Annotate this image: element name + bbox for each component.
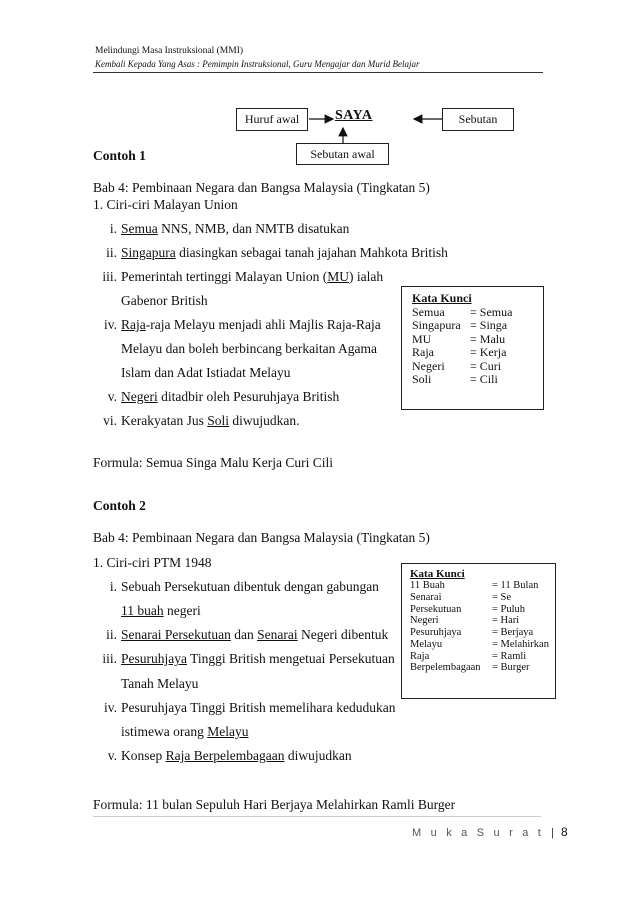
contoh1-item-2 — [93, 245, 448, 261]
contoh1-item-4 — [93, 317, 381, 333]
item-text: Tinggi British mengetuai Persekutuan — [186, 651, 395, 666]
kata-kunci-key: Soli — [412, 372, 432, 387]
kata-kunci-row — [412, 306, 543, 319]
item-text: ) ialah — [348, 269, 384, 284]
keyword: Melayu — [207, 724, 249, 739]
header-title: Melindungi Masa Instruksional (MMI) — [95, 46, 244, 56]
item-text: ditadbir oleh Pesuruhjaya British — [157, 389, 340, 404]
kata-kunci-value: = Burger — [492, 662, 530, 674]
kata-kunci-row — [412, 319, 543, 332]
contoh2-formula: Formula: 11 bulan Sepuluh Hari Berjaya Melahirkan Ramli Burger — [93, 797, 456, 812]
item-text: diasingkan sebagai tanah jajahan Mahkota British — [175, 245, 448, 260]
footer-divider — [93, 816, 541, 817]
contoh1-item-6 — [93, 413, 300, 429]
kata-kunci-value: = Melahirkan — [492, 638, 549, 650]
kata-kunci-row — [412, 360, 543, 373]
contoh1-kata-kunci-box — [401, 286, 544, 410]
contoh2-topic: 1. Ciri-ciri PTM 1948 — [93, 555, 212, 570]
kata-kunci-key: Pesuruhjaya — [410, 627, 462, 638]
kata-kunci-value: = Kerja — [470, 345, 507, 360]
kata-kunci-row — [410, 662, 555, 674]
diagram-huruf-awal-label: Huruf awal — [244, 112, 300, 126]
item-number: i. — [109, 579, 117, 594]
contoh2-heading: Contoh 2 — [93, 498, 146, 513]
item-text: Pemerintah tertinggi Malayan Union ( — [121, 269, 328, 284]
contoh2-item-1-cont — [121, 603, 201, 619]
kata-kunci-value: = Puluh — [492, 603, 526, 615]
kata-kunci-key: Senarai — [410, 591, 442, 603]
kata-kunci-value: = Berjaya — [492, 627, 534, 638]
contoh1-bab: Bab 4: Pembinaan Negara dan Bangsa Malaysia (Tingkatan 5) — [93, 180, 430, 195]
item-text: NNS, NMB, dan NMTB disatukan — [157, 221, 350, 236]
contoh1-topic: 1. Ciri-ciri Malayan Union — [93, 197, 238, 212]
kata-kunci-row — [412, 373, 543, 386]
kata-kunci-key: Singapura — [412, 318, 461, 333]
item-number: v. — [107, 389, 117, 404]
kata-kunci-key: Raja — [410, 650, 430, 662]
kata-kunci-value: = Ramli — [492, 650, 527, 662]
item-number: iii. — [102, 651, 117, 666]
kata-kunci-row — [410, 580, 555, 592]
kata-kunci-value: = 11 Bulan — [492, 580, 539, 591]
kata-kunci-key: Negeri — [410, 615, 439, 627]
keyword: Senarai — [257, 627, 298, 642]
keyword: Singapura — [121, 245, 176, 260]
kata-kunci-value: = Singa — [470, 318, 508, 333]
item-text: diwujudkan — [284, 748, 352, 763]
keyword: Negeri — [121, 389, 158, 404]
contoh1-item-3-cont: Gabenor British — [121, 293, 208, 308]
contoh1-item-1 — [93, 221, 349, 237]
kata-kunci-row — [412, 333, 543, 346]
keyword: MU — [327, 269, 349, 284]
kata-kunci-value: = Se — [492, 591, 512, 603]
diagram-sebutan-label: Sebutan — [458, 112, 498, 126]
contoh2-bab: Bab 4: Pembinaan Negara dan Bangsa Malaysia (Tingkatan 5) — [93, 530, 430, 545]
kata-kunci-title: Kata Kunci — [410, 568, 465, 580]
keyword: 11 buah — [121, 603, 164, 618]
kata-kunci-key: Semua — [412, 305, 445, 319]
page-label: M u k a S u r a t — [412, 827, 545, 839]
item-number: ii. — [106, 627, 117, 642]
contoh2-item-5 — [93, 748, 352, 764]
item-number: vi. — [103, 413, 117, 428]
contoh2-kata-kunci-box — [401, 563, 556, 699]
contoh2-item-3-cont: Tanah Melayu — [121, 676, 199, 691]
keyword: Pesuruhjaya — [121, 651, 187, 666]
header-subtitle: Kembali Kepada Yang Asas : Pemimpin Instruksional, Guru Mengajar dan Murid Belajar — [95, 59, 420, 69]
contoh2-item-1 — [93, 579, 379, 595]
item-text: diwujudkan. — [229, 413, 300, 428]
kata-kunci-value: = Malu — [470, 331, 506, 346]
diagram-huruf-awal-box — [236, 108, 308, 131]
contoh2-item-2 — [93, 627, 388, 643]
item-number: ii. — [106, 245, 117, 260]
kata-kunci-key: Persekutuan — [410, 603, 462, 615]
kata-kunci-key: Raja — [412, 345, 434, 360]
diagram-saya: SAYA — [335, 108, 373, 123]
kata-kunci-row — [410, 627, 555, 639]
contoh2-item-4 — [93, 700, 395, 716]
kata-kunci-key: Berpelembagaan — [410, 662, 481, 674]
item-number: v. — [107, 748, 117, 763]
contoh2-item-3 — [93, 651, 395, 667]
kata-kunci-row — [412, 346, 543, 359]
contoh1-heading: Contoh 1 — [93, 148, 146, 163]
kata-kunci-row — [410, 651, 555, 663]
kata-kunci-value: = Semua — [470, 305, 513, 319]
item-number: iv. — [104, 317, 117, 332]
item-text: Konsep — [121, 748, 166, 763]
item-text: Kerakyatan Jus — [121, 413, 208, 428]
kata-kunci-title: Kata Kunci — [412, 291, 472, 305]
contoh1-formula: Formula: Semua Singa Malu Kerja Curi Cili — [93, 455, 333, 470]
item-number: i. — [109, 221, 117, 236]
keyword: Senarai Persekutuan — [121, 627, 231, 642]
kata-kunci-row — [410, 592, 555, 604]
kata-kunci-value: = Cili — [470, 372, 498, 387]
keyword: Raja Berpelembagaan — [165, 748, 285, 763]
item-number: iii. — [102, 269, 117, 284]
keyword: Semua — [121, 221, 158, 236]
diagram-sebutan-awal-label: Sebutan awal — [310, 146, 375, 161]
item-text: -raja Melayu menjadi ahli Majlis Raja-Raja — [145, 317, 381, 332]
keyword: Soli — [207, 413, 229, 428]
page-footer — [412, 825, 568, 839]
diagram-sebutan-box — [442, 108, 514, 131]
page-number: 8 — [561, 825, 568, 839]
kata-kunci-row — [410, 615, 555, 627]
kata-kunci-key: 11 Buah — [410, 580, 445, 591]
item-text: negeri — [163, 603, 201, 618]
keyword: Raja — [121, 317, 146, 332]
kata-kunci-key: MU — [412, 331, 432, 346]
item-text: dan — [230, 627, 258, 642]
item-text: Pesuruhjaya Tinggi British memelihara kedudukan — [121, 700, 396, 715]
kata-kunci-row — [410, 639, 555, 651]
contoh1-item-4-cont: Melayu dan boleh berbincang berkaitan Agama — [121, 341, 378, 356]
diagram-sebutan-awal-box — [296, 143, 389, 165]
kata-kunci-key: Negeri — [412, 358, 445, 373]
kata-kunci-key: Melayu — [410, 638, 443, 650]
footer-separator: | — [551, 827, 554, 839]
item-text: istimewa orang — [121, 724, 208, 739]
item-text: Negeri dibentuk — [297, 627, 389, 642]
contoh1-item-5 — [93, 389, 339, 405]
contoh1-item-3 — [93, 269, 383, 285]
item-number: iv. — [104, 700, 117, 715]
contoh1-item-4-cont2: Islam dan Adat Istiadat Melayu — [121, 365, 291, 380]
kata-kunci-value: = Curi — [470, 358, 502, 373]
contoh2-item-4-cont — [121, 724, 248, 740]
kata-kunci-value: = Hari — [492, 615, 520, 627]
item-text: Sebuah Persekutuan dibentuk dengan gabungan — [121, 579, 379, 594]
kata-kunci-row — [410, 604, 555, 616]
